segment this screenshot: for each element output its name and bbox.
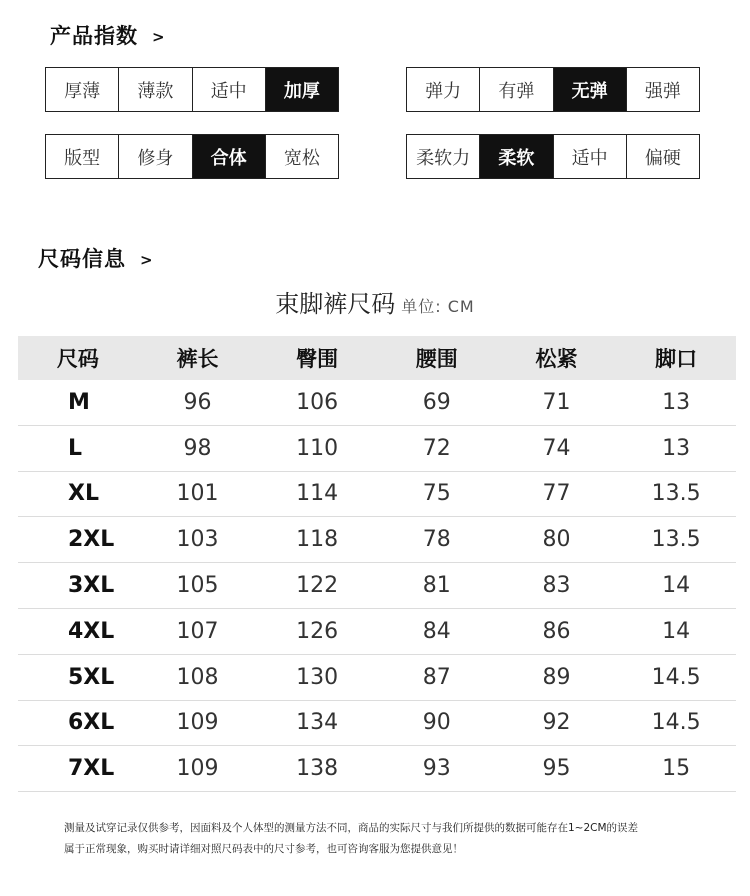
cell-stretch: 89 [497, 654, 617, 700]
cell-hip: 106 [257, 380, 377, 425]
cell-size: 5XL [18, 654, 138, 700]
cell-size: 4XL [18, 608, 138, 654]
softness-label: 柔软力 [407, 135, 480, 178]
cell-length: 98 [138, 425, 258, 471]
cell-length: 101 [138, 471, 258, 517]
elasticity-option-strong: 强弹 [644, 80, 681, 102]
size-table-unit: 单位: CM [401, 297, 475, 316]
product-index-title [50, 20, 166, 50]
cell-hip: 126 [257, 608, 377, 654]
cell-length: 109 [138, 700, 258, 746]
size-table-header-row [18, 336, 736, 380]
size-table-title [0, 284, 750, 319]
cell-length: 96 [138, 380, 258, 425]
cell-hip: 138 [257, 746, 377, 792]
table-row [18, 700, 736, 746]
cell-waist: 75 [377, 471, 497, 517]
chevron-right-icon: > [140, 251, 154, 269]
chevron-right-icon: > [152, 28, 166, 46]
cell-leg-opening: 13.5 [616, 517, 736, 563]
cell-leg-opening: 13 [616, 425, 736, 471]
cell-waist: 69 [377, 380, 497, 425]
size-table [18, 336, 736, 792]
cell-length: 109 [138, 746, 258, 792]
cell-stretch: 74 [497, 425, 617, 471]
cell-waist: 90 [377, 700, 497, 746]
thickness-selector [45, 67, 339, 112]
cell-size: XL [18, 471, 138, 517]
cell-length: 107 [138, 608, 258, 654]
cell-leg-opening: 14 [616, 608, 736, 654]
table-row [18, 608, 736, 654]
header-hip: 臀围 [257, 336, 377, 380]
fit-label: 版型 [46, 135, 119, 178]
cell-leg-opening: 13 [616, 380, 736, 425]
cell-leg-opening: 15 [616, 746, 736, 792]
thickness-option-thick: 加厚 [266, 68, 338, 111]
cell-hip: 114 [257, 471, 377, 517]
cell-stretch: 86 [497, 608, 617, 654]
elasticity-label: 弹力 [407, 68, 480, 111]
cell-leg-opening: 14.5 [616, 700, 736, 746]
cell-waist: 78 [377, 517, 497, 563]
cell-waist: 93 [377, 746, 497, 792]
elasticity-option-none: 无弹 [554, 68, 627, 111]
fit-option-loose: 宽松 [283, 147, 320, 169]
thickness-label: 厚薄 [46, 68, 119, 111]
cell-stretch: 80 [497, 517, 617, 563]
cell-leg-opening: 13.5 [616, 471, 736, 517]
table-row [18, 380, 736, 425]
cell-stretch: 83 [497, 563, 617, 609]
cell-hip: 134 [257, 700, 377, 746]
cell-size: 6XL [18, 700, 138, 746]
header-length: 裤长 [138, 336, 258, 380]
cell-hip: 118 [257, 517, 377, 563]
cell-stretch: 77 [497, 471, 617, 517]
table-row [18, 563, 736, 609]
cell-waist: 72 [377, 425, 497, 471]
cell-leg-opening: 14.5 [616, 654, 736, 700]
cell-hip: 122 [257, 563, 377, 609]
header-leg-opening: 脚口 [616, 336, 736, 380]
table-row [18, 517, 736, 563]
size-info-title-text: 尺码信息 [38, 247, 126, 271]
elasticity-option-some: 有弹 [480, 68, 553, 111]
size-note [64, 818, 704, 860]
cell-hip: 130 [257, 654, 377, 700]
table-row [18, 425, 736, 471]
thickness-option-medium: 适中 [193, 68, 266, 111]
cell-size: 2XL [18, 517, 138, 563]
cell-stretch: 92 [497, 700, 617, 746]
header-size: 尺码 [18, 336, 138, 380]
cell-size: 3XL [18, 563, 138, 609]
cell-stretch: 71 [497, 380, 617, 425]
cell-size: L [18, 425, 138, 471]
softness-option-soft: 柔软 [480, 135, 553, 178]
cell-length: 105 [138, 563, 258, 609]
size-table-title-text: 束脚裤尺码 [275, 290, 396, 318]
size-info-title [38, 243, 154, 273]
cell-hip: 110 [257, 425, 377, 471]
header-stretch: 松紧 [497, 336, 617, 380]
cell-size: 7XL [18, 746, 138, 792]
product-index-title-text: 产品指数 [50, 24, 138, 48]
softness-option-medium: 适中 [554, 135, 627, 178]
cell-leg-opening: 14 [616, 563, 736, 609]
cell-waist: 87 [377, 654, 497, 700]
cell-waist: 84 [377, 608, 497, 654]
thickness-option-thin: 薄款 [119, 68, 192, 111]
cell-size: M [18, 380, 138, 425]
table-row [18, 746, 736, 792]
header-waist: 腰围 [377, 336, 497, 380]
fit-option-regular: 合体 [193, 135, 266, 178]
elasticity-selector [406, 67, 700, 112]
size-note-line1: 测量及试穿记录仅供参考，因面料及个人体型的测量方法不同，商品的实际尺寸与我们所提供的数据可能存在1~2CM的误差 [64, 822, 639, 834]
cell-length: 103 [138, 517, 258, 563]
fit-option-slim: 修身 [119, 135, 192, 178]
cell-waist: 81 [377, 563, 497, 609]
softness-option-stiff: 偏硬 [644, 147, 681, 169]
fit-selector [45, 134, 339, 179]
cell-stretch: 95 [497, 746, 617, 792]
softness-selector [406, 134, 700, 179]
table-row [18, 654, 736, 700]
cell-length: 108 [138, 654, 258, 700]
table-row [18, 471, 736, 517]
size-note-line2: 属于正常现象，购买时请详细对照尺码表中的尺寸参考，也可咨询客服为您提供意见！ [64, 843, 463, 855]
